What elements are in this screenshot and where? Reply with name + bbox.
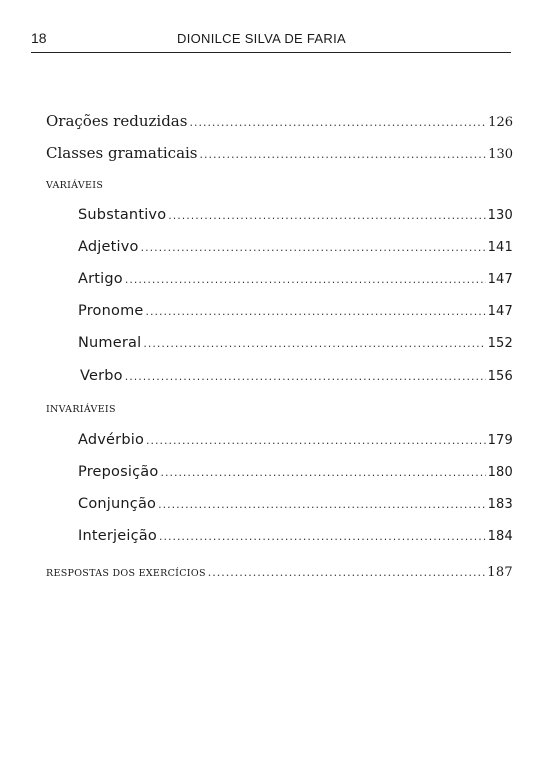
toc-entry-page: 130	[488, 147, 513, 162]
dot-leader	[168, 209, 485, 222]
toc-entry-page: 126	[488, 115, 513, 130]
dot-leader	[200, 148, 487, 161]
toc-entry-label: Classes gramaticais	[46, 144, 198, 162]
toc-entry-label: Numeral	[78, 335, 142, 351]
toc-entry-substantivo	[78, 207, 513, 223]
toc-entry-label: Verbo	[80, 368, 123, 384]
toc-entry-label: Pronome	[78, 303, 144, 319]
dot-leader	[160, 466, 485, 479]
page-number: 18	[31, 30, 47, 46]
toc-entry-label: RESPOSTAS DOS EXERCÍCIOS	[46, 568, 206, 579]
toc-entry-preposicao	[78, 464, 513, 480]
toc-entry-numeral	[78, 335, 513, 351]
dot-leader	[125, 370, 486, 383]
toc-entry-page: 130	[487, 208, 513, 223]
toc-entry-label: Substantivo	[78, 207, 167, 223]
toc-entry-adjetivo	[78, 239, 513, 255]
toc-entry-page: 180	[487, 465, 513, 480]
toc-entry-page: 147	[487, 272, 513, 287]
toc-entry-verbo	[80, 368, 513, 384]
dot-leader	[146, 434, 486, 447]
toc-entry-page: 141	[487, 240, 513, 255]
section-heading-invariaveis: INVARIÁVEIS	[46, 404, 116, 415]
toc-entry-label: Conjunção	[78, 496, 157, 512]
toc-entry-artigo	[78, 271, 513, 287]
dot-leader	[189, 116, 486, 129]
toc-entry-label: Artigo	[78, 271, 123, 287]
toc-entry-label: Interjeição	[78, 528, 157, 544]
dot-leader	[159, 530, 486, 543]
dot-leader	[125, 273, 486, 286]
toc-entry-conjuncao	[78, 496, 513, 512]
toc-entry-page: 184	[487, 529, 513, 544]
toc-entry-page: 147	[487, 304, 513, 319]
dot-leader	[143, 337, 485, 350]
toc-entry-page: 152	[487, 336, 513, 351]
toc-entry-respostas	[46, 565, 513, 580]
toc-entry-oracoes-reduzidas	[46, 112, 513, 130]
toc-entry-adverbio	[78, 432, 513, 448]
toc-entry-page: 179	[487, 433, 513, 448]
toc-entry-label: Preposição	[78, 464, 159, 480]
toc-entry-page: 156	[487, 369, 513, 384]
running-head: DIONILCE SILVA DE FARIA	[177, 31, 346, 46]
dot-leader	[146, 305, 486, 318]
dot-leader	[141, 241, 486, 254]
toc-entry-label: Orações reduzidas	[46, 112, 188, 130]
toc-entry-page: 187	[487, 565, 513, 580]
section-heading-variaveis: VARIÁVEIS	[46, 180, 104, 191]
toc-entry-interjeicao	[78, 528, 513, 544]
dot-leader	[208, 566, 486, 579]
dot-leader	[158, 498, 485, 511]
toc-entry-pronome	[78, 303, 513, 319]
toc-entry-label: Adjetivo	[78, 239, 139, 255]
page-header	[31, 30, 511, 53]
toc-entry-label: Advérbio	[78, 432, 145, 448]
toc-entry-page: 183	[487, 497, 513, 512]
toc-entry-classes-gramaticais	[46, 144, 513, 162]
